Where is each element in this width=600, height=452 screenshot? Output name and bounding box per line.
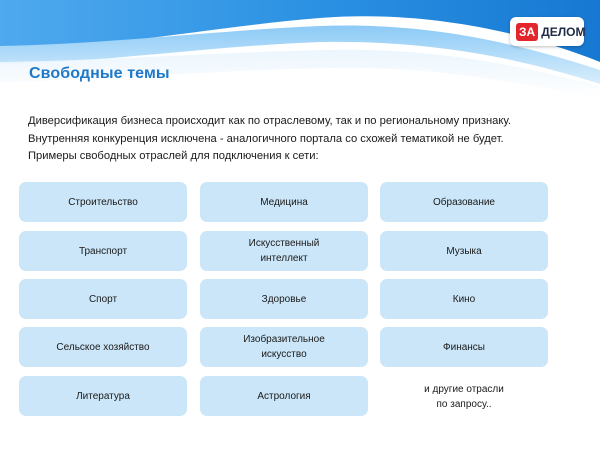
brand-logo (510, 17, 584, 46)
topic-label: Образование (433, 196, 495, 208)
header-wave-background (0, 0, 600, 110)
logo-wordmark: ДЕЛОМ (541, 24, 586, 39)
topic-tile (200, 327, 368, 367)
topic-tile (19, 182, 187, 222)
other-industries-note: и другие отрасли по запросу.. (424, 384, 504, 410)
topic-label: Музыка (446, 245, 482, 257)
topic-tile (19, 327, 187, 367)
topic-label: Искусственный интеллект (248, 238, 320, 264)
logo-mark: ЗА (516, 23, 538, 41)
topic-label: Финансы (443, 341, 485, 353)
topic-tile (200, 231, 368, 271)
intro-line: Примеры свободных отраслей для подключения к сети: (28, 150, 319, 162)
intro-text (28, 113, 588, 166)
topic-label: Астрология (257, 390, 311, 402)
topic-label: Строительство (68, 196, 138, 208)
topic-tile (200, 182, 368, 222)
topic-tile (380, 182, 548, 222)
topic-label: Сельское хозяйство (56, 341, 150, 353)
topic-tile (19, 279, 187, 319)
intro-line: Диверсификация бизнеса происходит как по отраслевому, так и по региональному признаку. (28, 115, 511, 127)
intro-line: Внутренняя конкуренция исключена - аналогичного портала со схожей тематикой не будет. (28, 132, 504, 145)
topic-tile (380, 279, 548, 319)
topic-label: Литература (76, 390, 130, 402)
topic-label: Кино (452, 293, 476, 305)
topic-label: Медицина (260, 196, 308, 208)
topic-label: Изобразительное искусство (243, 334, 325, 360)
topic-tile (19, 231, 187, 271)
topic-tile (200, 376, 368, 416)
topic-tile (380, 231, 548, 271)
topic-tile (19, 376, 187, 416)
topic-label: Спорт (88, 293, 118, 305)
topic-label: Транспорт (78, 245, 128, 257)
topic-tile (200, 279, 368, 319)
topic-tile (380, 327, 548, 367)
topic-label: Здоровье (261, 293, 307, 305)
page-title: Свободные темы (29, 65, 170, 82)
